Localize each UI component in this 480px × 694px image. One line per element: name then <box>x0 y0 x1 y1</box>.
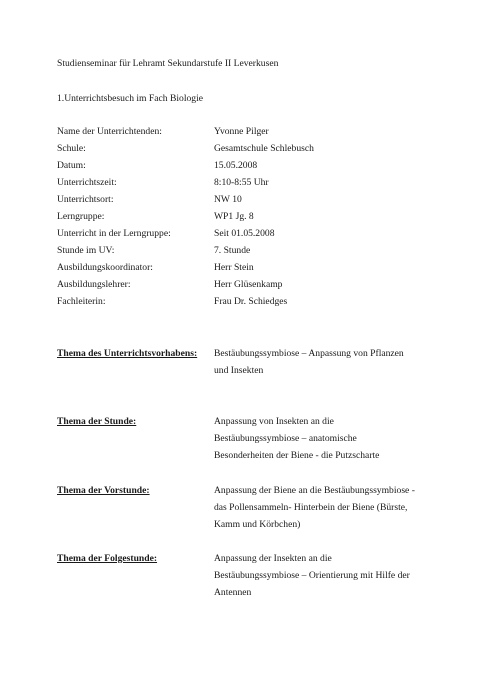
info-label: Lerngruppe: <box>57 211 105 222</box>
info-label: Unterrichtszeit: <box>57 177 117 188</box>
topic-text <box>214 553 434 604</box>
info-value: WP1 Jg. 8 <box>214 211 254 222</box>
topic-line: das Pollensammeln- Hinterbein der Biene (Bürste, <box>214 502 408 513</box>
topic-line: Anpassung der Biene an die Bestäubungssymbiose - <box>214 485 415 496</box>
topic-line: Antennen <box>214 587 252 598</box>
info-value: Frau Dr. Schiedges <box>214 296 288 307</box>
info-label: Fachleiterin: <box>57 296 106 307</box>
topic-heading: Thema des Unterrichtsvorhabens: <box>57 348 198 359</box>
visit-title: 1.Unterrichtsbesuch im Fach Biologie <box>57 93 204 104</box>
info-value: Seit 01.05.2008 <box>214 228 275 239</box>
topic-line: Anpassung der Insekten an die <box>214 553 332 564</box>
info-label: Stunde im UV: <box>57 245 115 256</box>
topic-line: Bestäubungssymbiose – Orientierung mit Hilfe der <box>214 570 410 581</box>
info-label: Ausbildungslehrer: <box>57 279 131 290</box>
info-value: Gesamtschule Schlebusch <box>214 143 314 154</box>
topic-line: Anpassung von Insekten an die <box>214 416 334 427</box>
info-label: Ausbildungskoordinator: <box>57 262 153 273</box>
info-value: NW 10 <box>214 194 242 205</box>
info-label: Name der Unterrichtenden: <box>57 126 162 137</box>
topic-text <box>214 416 434 467</box>
info-value: Herr Glüsenkamp <box>214 279 283 290</box>
topic-line: Bestäubungssymbiose – Anpassung von Pflanzen <box>214 348 404 359</box>
topic-text <box>214 485 434 536</box>
info-value: Yvonne Pilger <box>214 126 269 137</box>
info-value: 8:10-8:55 Uhr <box>214 177 269 188</box>
info-label: Schule: <box>57 143 86 154</box>
topic-line: Besonderheiten der Biene - die Putzscharte <box>214 450 380 461</box>
info-value: 7. Stunde <box>214 245 251 256</box>
topic-line: Bestäubungssymbiose – anatomische <box>214 433 357 444</box>
info-value: Herr Stein <box>214 262 254 273</box>
info-value: 15.05.2008 <box>214 160 258 171</box>
topic-heading: Thema der Folgestunde: <box>57 553 158 564</box>
info-label: Unterricht in der Lerngruppe: <box>57 228 171 239</box>
info-label: Datum: <box>57 160 86 171</box>
info-label: Unterrichtsort: <box>57 194 114 205</box>
topic-heading: Thema der Stunde: <box>57 416 137 427</box>
topic-line: und Insekten <box>214 365 264 376</box>
topic-heading: Thema der Vorstunde: <box>57 485 150 496</box>
institution-header: Studienseminar für Lehramt Sekundarstufe II Leverkusen <box>57 58 279 69</box>
topic-line: Kamm und Körbchen) <box>214 519 301 530</box>
topic-text <box>214 348 434 382</box>
